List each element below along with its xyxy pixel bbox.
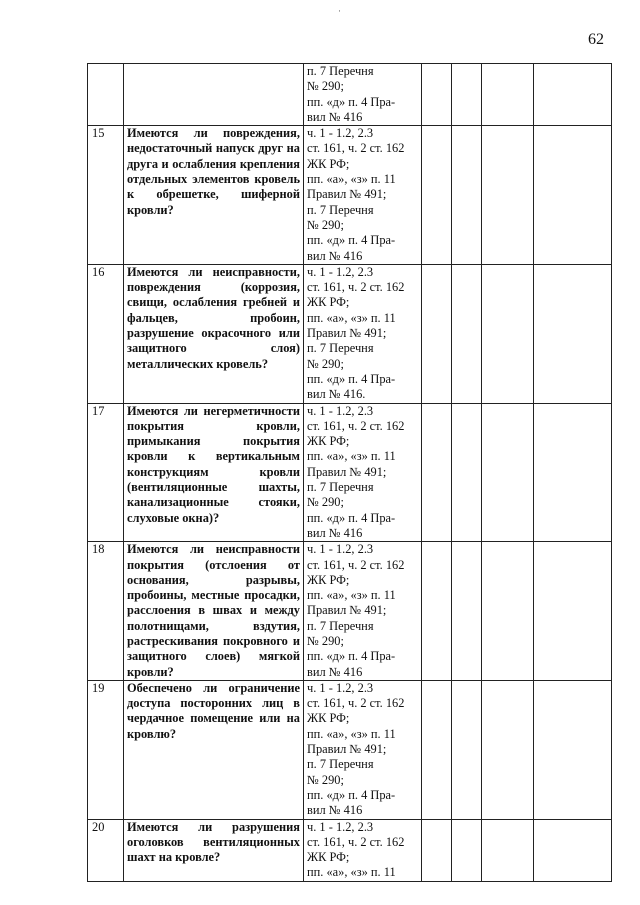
reference-line: ст. 161, ч. 2 ст. 162 (307, 696, 405, 711)
reference-line: ст. 161, ч. 2 ст. 162 (307, 557, 405, 572)
reference-line: пп. «д» п. 4 Пра- (307, 233, 396, 248)
reference-line: ч. 1 - 1.2, 2.3 (307, 403, 374, 418)
reference-line: ч. 1 - 1.2, 2.3 (307, 126, 374, 141)
legal-reference-cell (304, 680, 422, 819)
reference-line: № 290; (307, 79, 344, 94)
question-cell: Имеются ли повреждения, недостаточный напуск друг на друга и ослабления крепления отдельных элементов кровель к обрешетке, шиферной кровли? (124, 126, 304, 265)
reference-line: ст. 161, ч. 2 ст. 162 (307, 418, 405, 433)
page-number: 62 (588, 31, 604, 48)
not-applicable-cell (482, 126, 534, 265)
row-number: 18 (88, 542, 124, 681)
notes-cell (534, 542, 612, 681)
reference-line: № 290; (307, 772, 344, 787)
legal-reference-cell (304, 542, 422, 681)
answer-yes-cell (422, 126, 452, 265)
reference-line: ч. 1 - 1.2, 2.3 (307, 819, 374, 834)
answer-no-cell (452, 819, 482, 881)
reference-line: Правил № 491; (307, 742, 387, 757)
table-row (88, 680, 612, 819)
reference-line: пп. «д» п. 4 Пра- (307, 94, 396, 109)
question-cell: Имеются ли неисправности покрытия (отслоения от основания, разрывы, пробоины, местные просадки, расслоения в швах и между полотнищами, вздутия, растрескивания покровного и защитного слоев) мягкой кровли? (124, 542, 304, 681)
reference-line: пп. «д» п. 4 Пра- (307, 787, 396, 802)
question-cell: Имеются ли неисправности, повреждения (коррозия, свищи, ослабления гребней и фальцев, пробоин, разрушение окрасочного или защитного слоя) металлических кровель? (124, 264, 304, 403)
notes-cell (534, 64, 612, 126)
reference-line: Правил № 491; (307, 603, 387, 618)
question-cell: Обеспечено ли ограничение доступа посторонних лиц в чердачное помещение или на кровлю? (124, 680, 304, 819)
reference-line: ст. 161, ч. 2 ст. 162 (307, 141, 405, 156)
not-applicable-cell (482, 264, 534, 403)
reference-line: № 290; (307, 356, 344, 371)
reference-line: ч. 1 - 1.2, 2.3 (307, 680, 374, 695)
reference-line: ЖК РФ; (307, 850, 350, 865)
reference-line: пп. «а», «з» п. 11 (307, 310, 396, 325)
not-applicable-cell (482, 819, 534, 881)
reference-line: п. 7 Перечня (307, 341, 374, 356)
reference-line: вил № 416 (307, 525, 363, 540)
answer-no-cell (452, 403, 482, 542)
not-applicable-cell (482, 64, 534, 126)
notes-cell (534, 819, 612, 881)
reference-line: пп. «а», «з» п. 11 (307, 172, 396, 187)
reference-line: вил № 416 (307, 248, 363, 263)
checklist-table (87, 63, 612, 882)
reference-line: ст. 161, ч. 2 ст. 162 (307, 834, 405, 849)
row-number (88, 64, 124, 126)
row-number: 16 (88, 264, 124, 403)
reference-line: № 290; (307, 217, 344, 232)
row-number: 15 (88, 126, 124, 265)
reference-line: пп. «д» п. 4 Пра- (307, 510, 396, 525)
notes-cell (534, 680, 612, 819)
reference-line: п. 7 Перечня (307, 618, 374, 633)
row-number: 20 (88, 819, 124, 881)
reference-line: п. 7 Перечня (307, 757, 374, 772)
answer-no-cell (452, 264, 482, 403)
notes-cell (534, 264, 612, 403)
reference-line: вил № 416 (307, 664, 363, 679)
reference-line: ЖК РФ; (307, 156, 350, 171)
table-row (88, 542, 612, 681)
reference-line: ЖК РФ; (307, 295, 350, 310)
reference-line: ч. 1 - 1.2, 2.3 (307, 542, 374, 557)
reference-line: Правил № 491; (307, 187, 387, 202)
reference-line: вил № 416 (307, 109, 363, 124)
reference-line: пп. «д» п. 4 Пра- (307, 649, 396, 664)
reference-line: ЖК РФ; (307, 711, 350, 726)
legal-reference-cell (304, 264, 422, 403)
notes-cell (534, 126, 612, 265)
reference-line: ЖК РФ; (307, 434, 350, 449)
question-cell: Имеются ли негерметичности покрытия кровли, примыкания покрытия кровли к вертикальным конструкциям кровли (вентиляционные шахты, канализационные стояки, слуховые окна)? (124, 403, 304, 542)
legal-reference-cell (304, 126, 422, 265)
table-row (88, 126, 612, 265)
reference-line: п. 7 Перечня (307, 64, 374, 78)
reference-line: ЖК РФ; (307, 572, 350, 587)
table-row (88, 64, 612, 126)
answer-no-cell (452, 64, 482, 126)
reference-line: пп. «а», «з» п. 11 (307, 726, 396, 741)
reference-line: пп. «д» п. 4 Пра- (307, 371, 396, 386)
row-number: 19 (88, 680, 124, 819)
not-applicable-cell (482, 403, 534, 542)
answer-yes-cell (422, 64, 452, 126)
answer-yes-cell (422, 542, 452, 681)
answer-yes-cell (422, 819, 452, 881)
notes-cell (534, 403, 612, 542)
scan-mark: · (338, 6, 341, 16)
reference-line: № 290; (307, 495, 344, 510)
answer-yes-cell (422, 403, 452, 542)
legal-reference-cell (304, 64, 422, 126)
legal-reference-cell (304, 403, 422, 542)
reference-line: п. 7 Перечня (307, 202, 374, 217)
table-row (88, 819, 612, 881)
question-cell: Имеются ли разрушения оголовков вентиляционных шахт на кровле? (124, 819, 304, 881)
reference-line: Правил № 491; (307, 464, 387, 479)
not-applicable-cell (482, 680, 534, 819)
reference-line: ч. 1 - 1.2, 2.3 (307, 264, 374, 279)
table-row (88, 264, 612, 403)
question-cell (124, 64, 304, 126)
reference-line: пп. «а», «з» п. 11 (307, 449, 396, 464)
answer-no-cell (452, 542, 482, 681)
not-applicable-cell (482, 542, 534, 681)
reference-line: ст. 161, ч. 2 ст. 162 (307, 280, 405, 295)
reference-line: Правил № 491; (307, 326, 387, 341)
reference-line: вил № 416 (307, 803, 363, 818)
answer-no-cell (452, 126, 482, 265)
legal-reference-cell (304, 819, 422, 881)
row-number: 17 (88, 403, 124, 542)
reference-line: № 290; (307, 633, 344, 648)
answer-no-cell (452, 680, 482, 819)
answer-yes-cell (422, 264, 452, 403)
reference-line: пп. «а», «з» п. 11 (307, 588, 396, 603)
reference-line: пп. «а», «з» п. 11 (307, 865, 396, 880)
reference-line: вил № 416. (307, 387, 366, 402)
table-row (88, 403, 612, 542)
table-body (88, 64, 612, 882)
reference-line: п. 7 Перечня (307, 480, 374, 495)
answer-yes-cell (422, 680, 452, 819)
